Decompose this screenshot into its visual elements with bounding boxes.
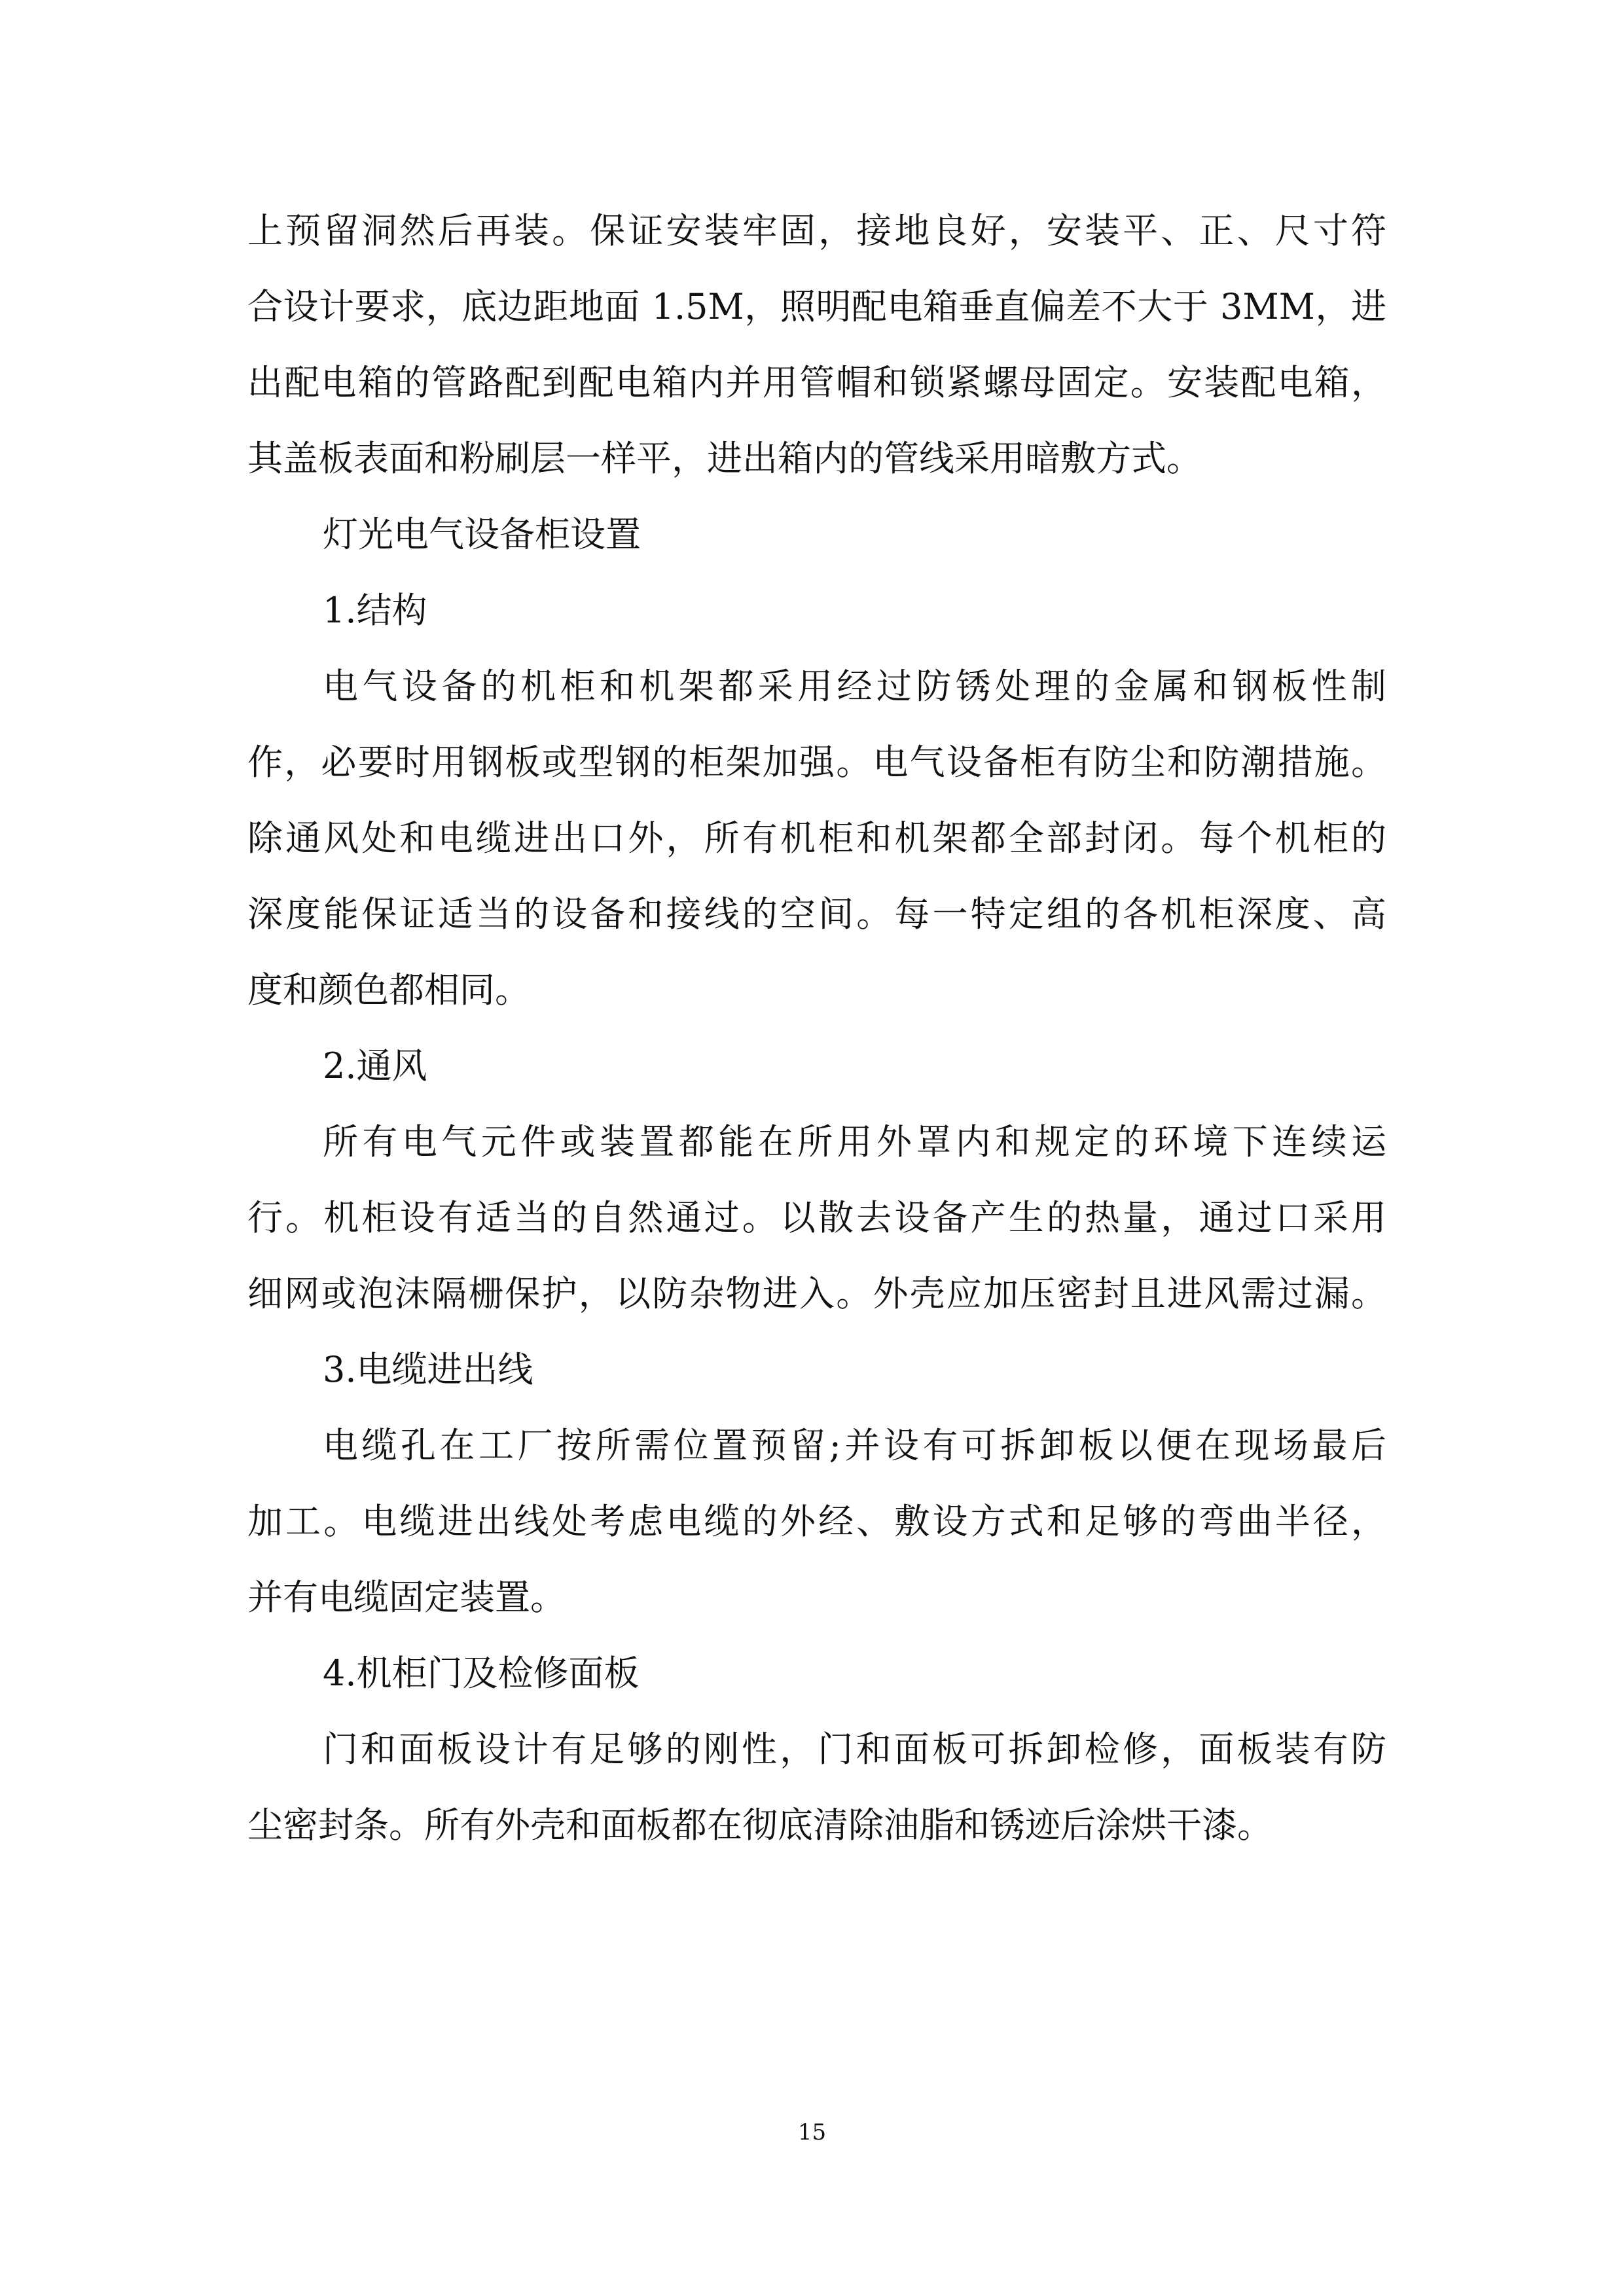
subsection-heading: 2.通风 [323,1045,427,1086]
paragraph-line: 行。机柜设有适当的自然通过。以散去设备产生的热量，通过口采用 [247,1197,1386,1238]
subsection-heading: 3.电缆进出线 [323,1349,533,1390]
paragraph-line: 尘密封条。所有外壳和面板都在彻底清除油脂和锈迹后涂烘干漆。 [247,1804,1272,1846]
paragraph-line: 作，必要时用钢板或型钢的柜架加强。电气设备柜有防尘和防潮措施。 [247,742,1386,783]
paragraph-line: 深度能保证适当的设备和接线的空间。每一特定组的各机柜深度、高 [247,893,1386,935]
paragraph-line: 除通风处和电缆进出口外，所有机柜和机架都全部封闭。每个机柜的 [247,817,1386,859]
subsection-heading: 1.结构 [323,590,427,631]
paragraph-line: 电气设备的机柜和机架都采用经过防锈处理的金属和钢板性制 [323,666,1386,707]
paragraph-line: 出配电箱的管路配到配电箱内并用管帽和锁紧螺母固定。安装配电箱， [247,362,1386,403]
paragraph-line: 细网或泡沫隔栅保护，以防杂物进入。外壳应加压密封且进风需过漏。 [247,1273,1386,1314]
page-number: 15 [797,2119,827,2145]
section-title: 灯光电气设备柜设置 [323,514,641,555]
paragraph-line: 上预留洞然后再装。保证安装牢固，接地良好，安装平、正、尺寸符 [247,210,1386,251]
paragraph-line: 加工。电缆进出线处考虑电缆的外经、敷设方式和足够的弯曲半径， [247,1501,1386,1542]
paragraph-line: 度和颜色都相同。 [247,969,530,1011]
paragraph-line: 门和面板设计有足够的刚性，门和面板可拆卸检修，面板装有防 [323,1729,1386,1770]
paragraph-line: 合设计要求，底边距地面 1.5M，照明配电箱垂直偏差不大于 3MM，进 [247,286,1386,327]
subsection-heading: 4.机柜门及检修面板 [323,1653,640,1694]
paragraph-line: 其盖板表面和粉刷层一样平，进出箱内的管线采用暗敷方式。 [247,438,1202,479]
paragraph-line: 并有电缆固定装置。 [247,1577,566,1618]
paragraph-line: 所有电气元件或装置都能在所用外罩内和规定的环境下连续运 [323,1121,1386,1162]
paragraph-line: 电缆孔在工厂按所需位置预留;并设有可拆卸板以便在现场最后 [323,1425,1386,1466]
